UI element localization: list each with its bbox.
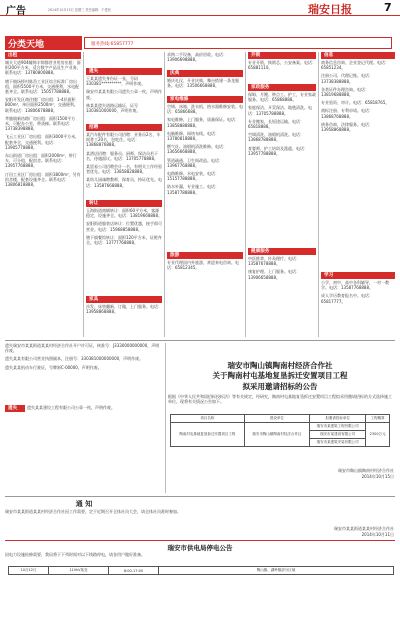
table-cell: 瑞安市某建筑工程有限公司 [309,423,365,431]
section-header-furniture: 家具 [86,296,162,303]
transfer-list [86,208,162,258]
column-divider [164,52,165,337]
announcement-title-2: 关于陶南村屯基地复垦拆迁安置项目工程 [212,371,348,380]
classifieds-title: 分类天地 [5,36,82,50]
table-header: 建设单位 [244,415,309,423]
list-item: 安阳街道服装店转让：位置优越，接手即可营业。电话：15968858888。 [86,221,162,232]
lock-list [248,60,316,82]
notice-body: 瑞安市某某街道某某村经济合作社因工作需要，定于近期召开全体社员大会，请全体社员准时参加。 [5,509,181,514]
hotline-banner: 服务热线:65857777 [84,37,392,49]
list-item: 遗失某某建设工程有限公司公章一枚，声明作废。 [27,405,115,410]
list-item: 遗失瑞安市某某街道某某村经济合作社开户许可证，核准号：J3330000000000，声明作废。 [5,343,160,354]
table-header-row [171,415,390,423]
lost-notice-block [5,343,163,403]
list-item: 汀田工业区厂房出租：面积3800m²，另有宿舍楼，配套设施齐全。联系电话：13806818888。 [5,171,81,188]
celebration-list [167,78,243,94]
list-item: 某酒店招聘：服务员、厨师、保洁员若干名，待遇面议。电话：13705778888。 [86,150,158,161]
table-header: 项目名称 [171,415,245,423]
section-header-lost: 遗失 [86,68,162,75]
list-item: 专业代理国内外旅游，欢迎来电咨询。电话：65812345。 [167,260,239,271]
info-list [321,60,395,270]
list-item: 塘下镇场桥村陈岙工业区综合标准厂房出租，面积5500平方米，交通便利，水电配套齐全。联系电话：15057788888。 [5,78,80,95]
list-item: 保姆、月嫂、钟点工、护工，专业家政服务。电话：65868888。 [248,92,316,103]
table-cell: 瑞安市某建筑安装有限公司 [309,439,365,447]
lost-list [86,76,162,122]
table-cell: 110kV某变 [49,567,109,575]
list-item: 电脑维修、网络布线。电话：13780818888。 [167,130,219,142]
appliance-list [167,104,243,250]
announcement-body: 根据《中华人民共和国招标投标法》等有关规定，经研究，陶南村屯基地复垦拆迁安置项目工程拟采用邀请招标的方式选择施工单位，现将有关情况公告如下。 [168,394,392,405]
table-cell: 瑞安市陶山镇陶南村经济合作社 [244,423,309,447]
list-item: 遗失某某有限公司营业执照副本，注册号：330381000000000，声明作废。 [5,356,144,362]
section-divider [5,540,395,541]
list-item: 电路维修、水电安装。电话：15157788888。 [167,171,219,182]
list-item: 王某某遗失身份证一张，号码330381**********，声明作废。 [86,76,146,87]
housekeeping-list [248,92,316,246]
health-list [248,256,316,336]
section-divider [5,496,395,497]
page-number: 7 [384,1,392,14]
travel-list [167,260,243,336]
list-item: 燃气灶、油烟机清洗维修。电话：13656668888。 [167,144,227,155]
list-item: 小学、初中、高中各科辅导，一对一教学。电话：13587768888。 [321,280,389,291]
list-item: 专业验资、审计。电话：65818765。 [321,100,390,106]
table-cell: 瑞安市某建设有限公司 [309,431,365,439]
buy-list [167,52,243,66]
recruit-list [86,132,162,198]
newspaper-brand: 瑞安日报 [308,3,352,16]
list-item: 东山街道厂房出租：面积2000m²，带行车，可分租，配宿舍。联系电话：13957768888。 [5,153,77,169]
column-divider [318,52,319,337]
list-item: 商标注册、专利申请。电话：13868768888。 [321,108,373,119]
table-header: 拟邀请投标单位 [309,415,365,423]
furniture-list [86,304,162,334]
list-item: 管道疏通、卫生间改造。电话：13967768888。 [167,157,223,168]
announcement-table [170,414,390,447]
announcement-signature: 瑞安市陶山镇陶南村经济合作社 [338,468,394,473]
list-item: 空调清洗、油烟机清洗。电话：13868788888。 [248,132,304,143]
table-cell: 陶南村屯基地复垦拆迁安置项目工程 [171,423,245,447]
list-item: 成人学历教育报名中。电话：65817777。 [321,293,373,304]
list-item: 中医推拿、针灸理疗。电话：13587678888。 [248,256,300,267]
list-item: 安阳开发区商住楼厂房出租：1-4层面积800m²，单层面积2500m²，交通便利。联系电话：13806678888。 [5,97,78,113]
list-item: 瑞安市某某有限公司遗失公章一枚，声明作废。 [86,89,162,100]
list-item: 家电维修，上门服务，质量保证。电话：13858888888。 [167,117,239,128]
list-item: 城关大道904幢锦丰锦都营业用房出租：面积200平方米，适合数字产品及生产业务。联系电话：13780800888。 [5,60,81,76]
section-header-recruit: 招聘 [86,124,162,131]
lost-notice-label: 遗失 [5,405,25,412]
list-item: 商务信息咨询、企业登记代理。电话：65851234。 [321,60,389,71]
table-cell: 8:00-17:00 [109,567,159,575]
section-header-info: 信息 [321,52,395,59]
list-item: 某幼儿园诚聘教师、保育员，持证优先。电话：13587668888。 [86,177,162,188]
power-outage-title: 瑞安市供电局停电公告 [167,544,233,552]
list-item: 空调、冰箱、洗衣机、热水器维修安装。电话：65866688。 [167,104,243,115]
lost-notice-extra [27,405,163,493]
list-item: 塘下镇餐馆转让：面积120平方米，证照齐全。电话：13777768888。 [86,234,162,246]
section-header-study: 学习 [321,272,395,279]
list-item: 婚庆礼仪、开业庆典、舞台搭建一条龙服务。电话：13506668888。 [167,78,239,89]
list-item: 沙发、床垫翻新、订做，上门服务。电话：13958868888。 [86,304,162,315]
section-header-lock: 开锁 [248,52,316,59]
power-outage-table [8,566,394,575]
page-header [0,0,400,16]
table-row [9,567,394,575]
notice-date: 2014年10月11日 [361,532,394,537]
list-item: 康复护理、上门服务。电话：13906658888。 [248,269,300,280]
list-item: 玉海街道商铺转让：面积60平方米，客源稳定，设施齐全。电话：13819668888。 [86,208,162,219]
section-header-travel: 旅游 [167,252,243,259]
table-header: 工程概算 [366,415,390,423]
notice-title: 通 知 [75,500,93,508]
list-item: 遗失某某机动车行驶证，号牌浙C·00000，声明作废。 [5,364,102,370]
section-header-health: 健康服务 [248,248,316,255]
issue-meta: 2014年10月15日 星期三 责任编辑：于建民 [48,8,111,12]
list-item: 各类证件办理咨询。电话：13819688888。 [321,86,369,98]
list-item: 注册公司、代理记账。电话：13738388888。 [321,73,373,84]
power-outage-intro: 因电力设施检修需要，我局将于下列时间对以下线路停电，请各用户做好准备。 [5,552,145,557]
list-item: 育婴师、护工培训及派遣。电话：13957788888。 [248,145,308,156]
list-item: 债务咨询、法律服务。电话：13958868888。 [321,121,373,133]
rent-list [5,60,81,282]
section-header-transfer: 转让 [86,200,162,207]
list-item: 防水补漏，专业施工。电话：13587788888。 [167,184,219,195]
announcement-title-3: 拟采用邀请招标的公告 [242,382,318,391]
announcement-date: 2014年10月15日 [361,474,394,479]
column-divider [245,52,246,337]
announcement-title-1: 瑞安市陶山镇陶南村经济合作社 [227,361,333,370]
section-header-rent: 出租 [5,52,81,59]
list-item: 专业搬家，长短途运输。电话：65818888。 [248,118,304,130]
section-header-housekeeping: 家政服务 [248,84,316,91]
table-cell: 10月12日 [9,567,49,575]
section-header-celebration: 庆典 [167,70,243,77]
list-item: 莘塍镇新纺路厂房出租：面积1500平方米，可配办公室，带货梯。联系电话：13738398888。 [5,115,76,132]
notice-signature: 瑞安市某某街道某某村经济合作社 [334,526,394,531]
list-item: 求购二手设备，高价回收。电话：13906698888。 [167,52,227,63]
list-item: 某汽车配件有限公司招聘：业务员2名，车间普工20名，包吃住。电话：13868876888。 [86,132,161,148]
list-item: 专业开锁，换锁芯，公安备案。电话：65881110。 [248,60,316,71]
study-list [321,280,395,336]
section-title: 广告 [6,6,26,17]
list-item: 林某某遗失道路运输证，证号330381000000，声明作废。 [86,102,141,114]
list-item: 飞云工业区厂房出租：面积3000平方米，配套齐全，交通便利。电话：13905778888。 [5,134,80,150]
column-divider [83,52,84,337]
table-cell: 陶山镇、湖岭镇部分区域 [159,567,394,575]
list-item: 家庭保洁、开荒保洁、地毯清洗。电话：13705788888。 [248,105,312,116]
table-cell: 2300万元 [366,423,390,447]
section-header-appliance: 家电维修 [167,96,243,103]
table-row [171,423,390,431]
list-item: 某贸易公司招聘会计一名，有相关工作经验者优先。电话：13858828888。 [86,164,162,175]
section-divider [5,340,395,341]
